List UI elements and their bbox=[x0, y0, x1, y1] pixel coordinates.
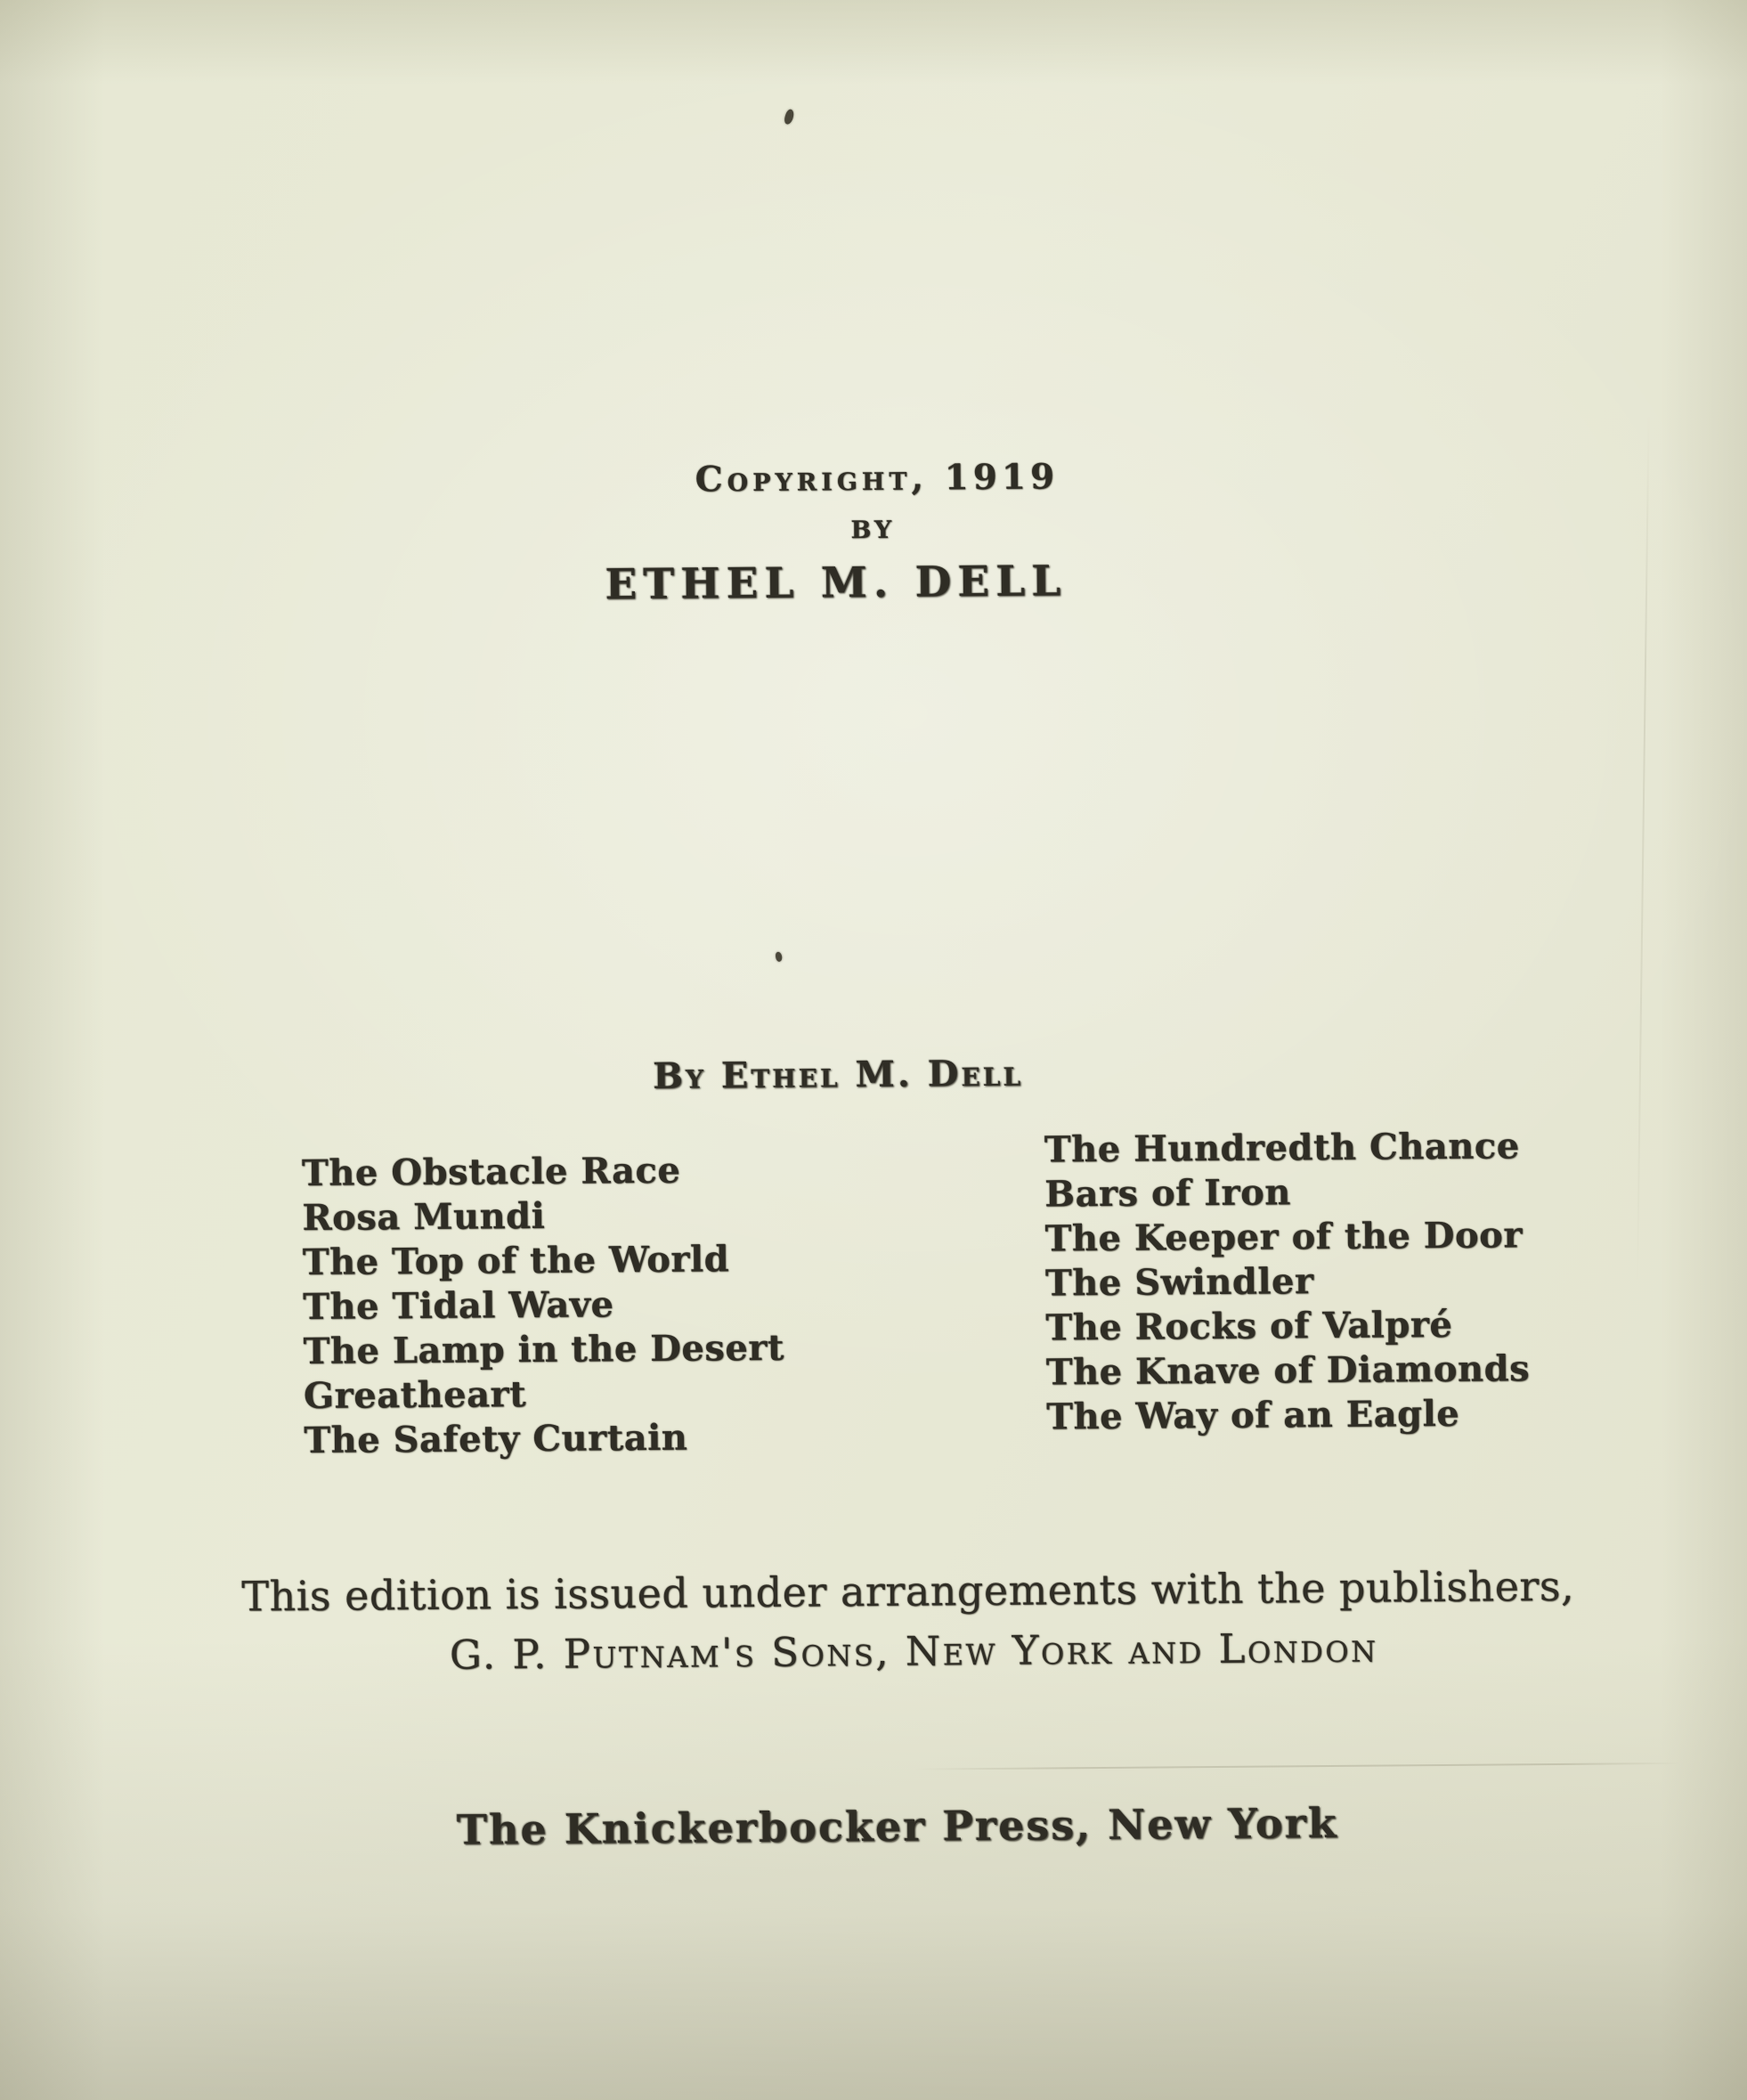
edition-statement-line: This edition is issued under arrangements with the publishers, bbox=[241, 1561, 1575, 1621]
book-title: The Knave of Diamonds bbox=[1045, 1347, 1531, 1394]
book-title: The Rocks of Valpré bbox=[1045, 1303, 1453, 1349]
book-title: The Way of an Eagle bbox=[1046, 1392, 1460, 1438]
works-list-right-column bbox=[1044, 1124, 1531, 1439]
book-title: Rosa Mundi bbox=[302, 1194, 546, 1240]
ink-speck bbox=[783, 109, 795, 126]
book-title: The Safety Curtain bbox=[304, 1416, 688, 1462]
copyright-line: Copyright, 1919 bbox=[695, 456, 1060, 501]
book-title: Bars of Iron bbox=[1044, 1171, 1292, 1216]
book-title: The Tidal Wave bbox=[303, 1283, 614, 1329]
paper-crease bbox=[1637, 412, 1650, 1285]
publisher-name-line: G. P. Putnam's Sons, New York and London bbox=[449, 1624, 1378, 1679]
ink-speck bbox=[775, 951, 783, 962]
works-by-author-heading: By Ethel M. Dell bbox=[653, 1052, 1024, 1097]
works-list-left-column bbox=[302, 1148, 785, 1463]
book-title: Greatheart bbox=[303, 1373, 527, 1418]
book-title: The Keeper of the Door bbox=[1044, 1214, 1524, 1260]
faint-horizontal-rule bbox=[914, 1762, 1679, 1770]
book-title: The Obstacle Race bbox=[301, 1149, 681, 1195]
book-title: The Lamp in the Desert bbox=[303, 1326, 785, 1373]
book-title: The Hundredth Chance bbox=[1044, 1125, 1520, 1171]
copyright-by-line: BY bbox=[850, 516, 896, 545]
copyright-holder-name: ETHEL M. DELL bbox=[605, 557, 1068, 610]
book-title: The Swindler bbox=[1044, 1260, 1314, 1305]
copyright-block bbox=[414, 454, 1305, 611]
edition-statement bbox=[4, 1560, 1747, 1681]
printer-imprint: The Knickerbocker Press, New York bbox=[456, 1798, 1339, 1854]
book-title: The Top of the World bbox=[302, 1238, 730, 1284]
